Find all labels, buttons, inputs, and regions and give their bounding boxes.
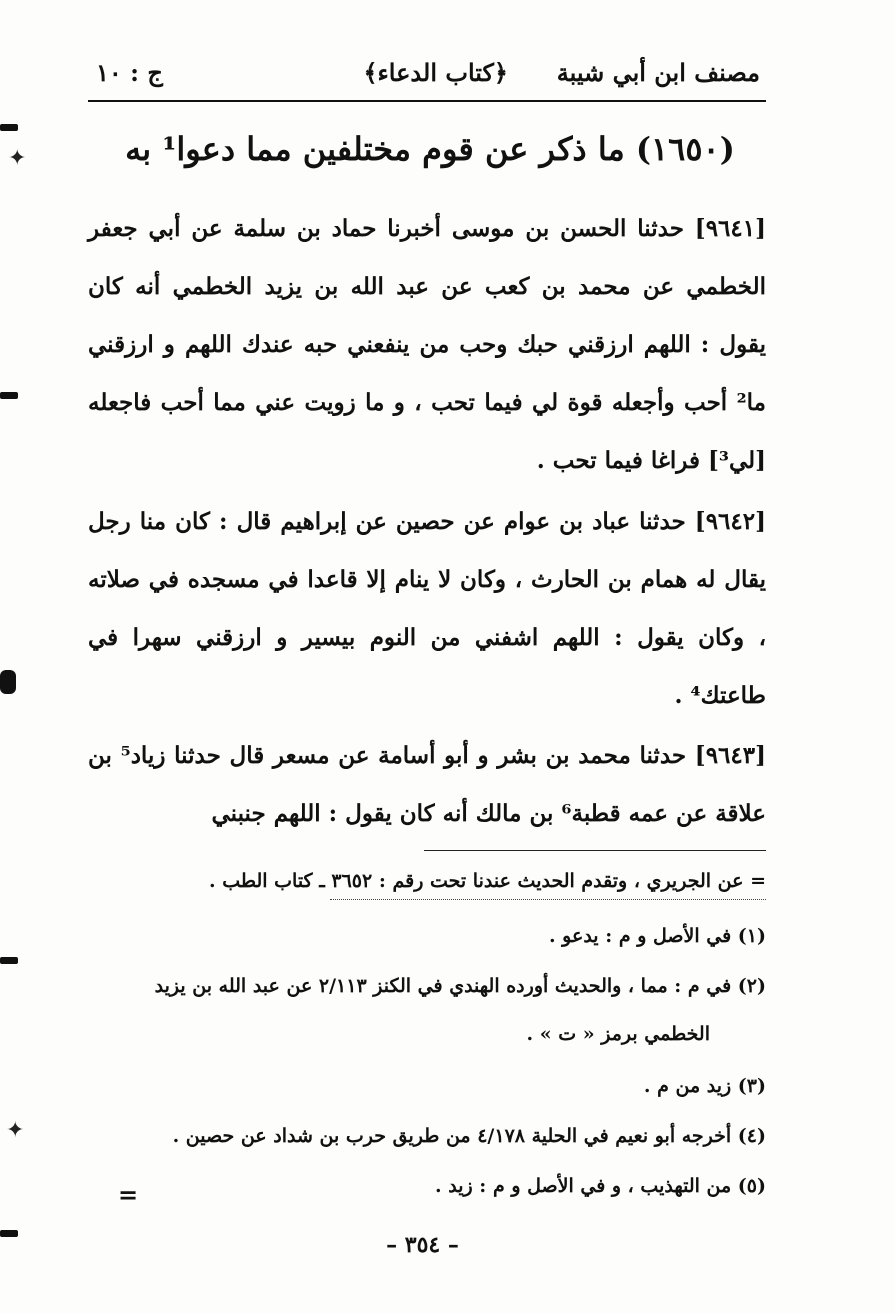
volume-number: ج : ١٠: [96, 58, 163, 87]
footnote-divider: [330, 899, 766, 900]
footnote: (٥) من التهذيب ، و في الأصل و م : زيد .: [435, 1175, 766, 1197]
footnote-separator: [424, 850, 766, 851]
footnote: (٢) في م : مما ، والحديث أورده الهندي في الكنز ٢/١١٣ عن عبد الله بن يزيد: [154, 975, 766, 997]
footnote: (٣) زيد من م .: [643, 1075, 766, 1097]
hadith-paragraph: [٩٦٤٣] حدثنا محمد بن بشر و أبو أسامة عن مسعر قال حدثنا زياد⁵ بن علاقة عن عمه قطبة⁶ بن مالك أنه كان يقول : اللهم جنبني: [88, 742, 766, 827]
hadith-paragraph: [٩٦٤٢] حدثنا عباد بن عوام عن حصين عن إبراهيم قال : كان منا رجل يقال له همام بن الحارث ، وكان لا ينام إلا قاعدا في مسجده في صلاته ، وكان يقول : اللهم اشفني من النوم بيسير و ارزقني سهرا في طاعتك⁴ .: [88, 508, 766, 709]
margin-ink-mark: [0, 957, 18, 964]
book-title: مصنف ابن أبي شيبة: [556, 58, 760, 87]
section-title: ﴿كتاب الدعاء﴾: [363, 58, 508, 87]
margin-ink-mark: [0, 124, 18, 131]
footnote: (١) في الأصل و م : يدعو .: [548, 925, 766, 947]
footnote-continuation: الخطمي برمز « ت » .: [526, 1023, 710, 1045]
continuation-mark: =: [118, 1180, 139, 1209]
footnote-carryover: = عن الجريري ، وتقدم الحديث عندنا تحت رقم : ٣٦٥٢ ـ كتاب الطب .: [208, 870, 766, 892]
star-icon: ✦: [8, 146, 27, 171]
margin-ink-mark: [0, 670, 16, 694]
chapter-heading: (١٦٥٠) ما ذكر عن قوم مختلفين مما دعوا¹ به: [125, 130, 735, 168]
page-number: – ٣٥٤ –: [386, 1232, 459, 1258]
footnote: (٤) أخرجه أبو نعيم في الحلية ٤/١٧٨ من طريق حرب بن شداد عن حصين .: [172, 1125, 766, 1147]
margin-ink-mark: [0, 392, 18, 399]
running-header: [88, 52, 766, 102]
hadith-paragraph: [٩٦٤١] حدثنا الحسن بن موسى أخبرنا حماد بن سلمة عن أبي جعفر الخطمي عن محمد بن كعب عن عبد الله بن يزيد الخطمي أنه كان يقول : اللهم ارزقني حبك وحب من ينفعني حبه عندك اللهم و ارزقني ما² أحب وأجعله قوة لي فيما تحب ، و ما زويت عني مما أحب فاجعله [لي³] فراغا فيما تحب .: [88, 215, 766, 474]
star-icon: ✦: [6, 1118, 25, 1143]
